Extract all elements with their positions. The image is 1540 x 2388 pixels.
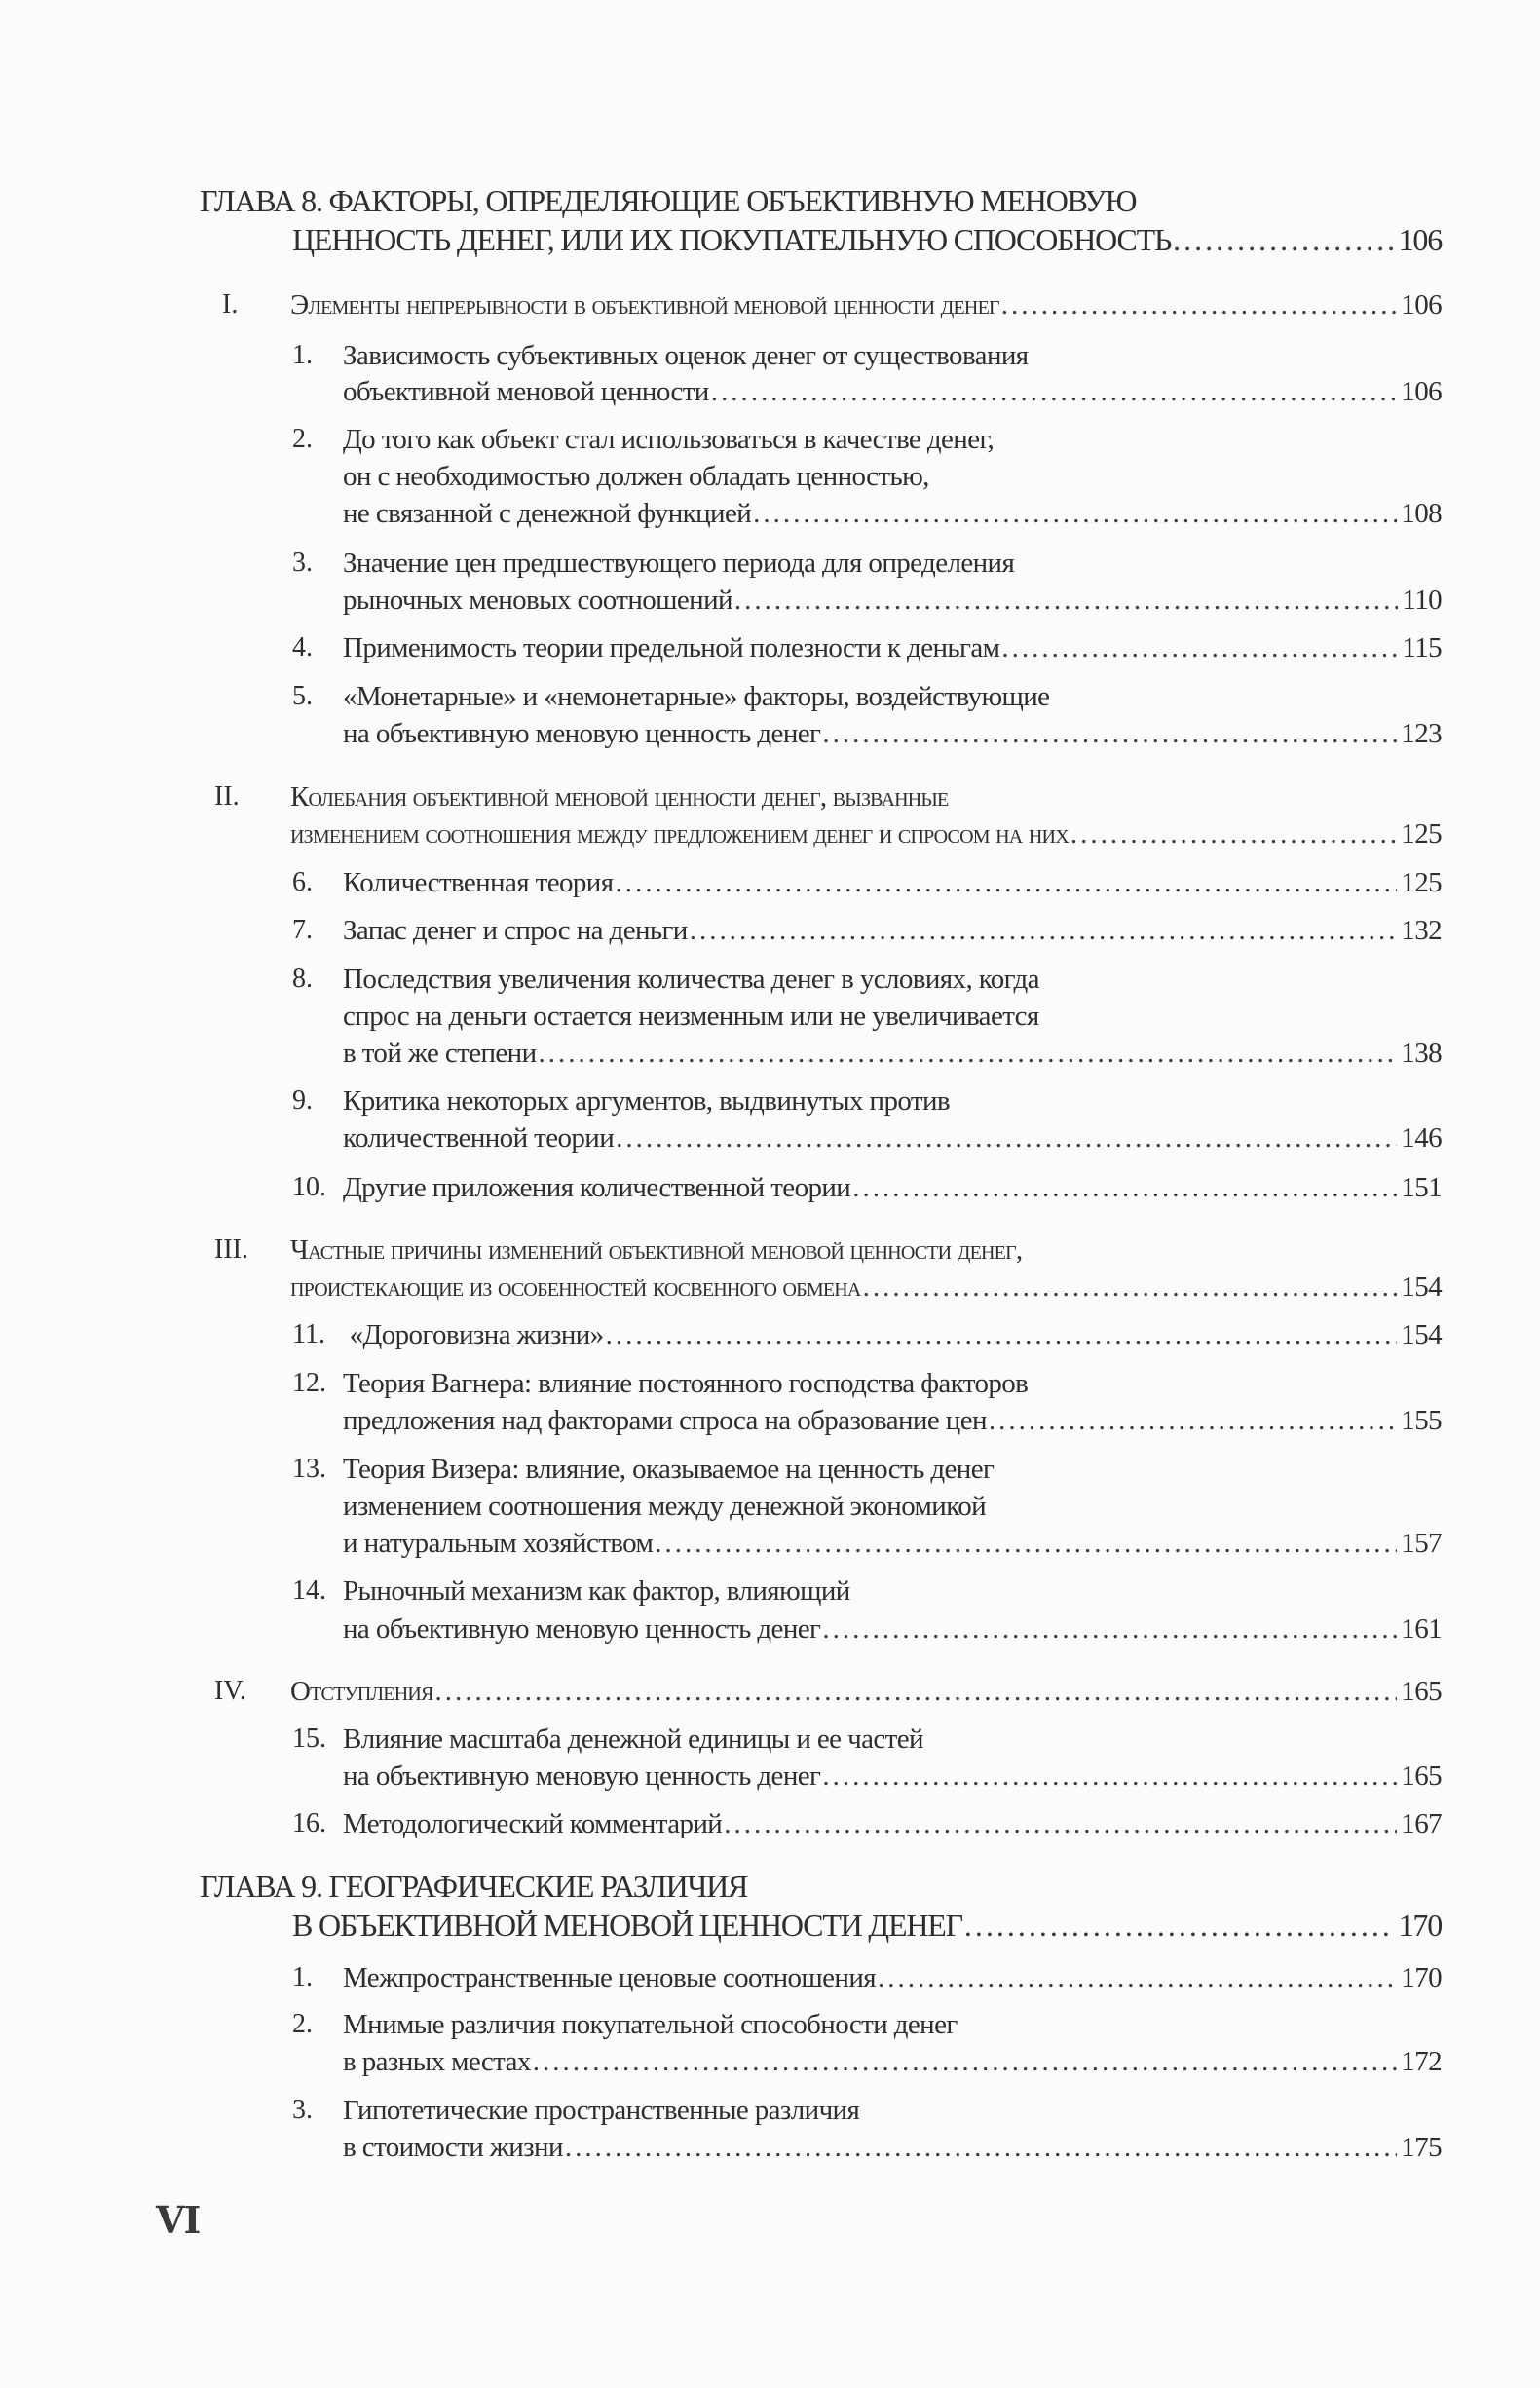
toc-entry-14[interactable] xyxy=(343,1611,1442,1647)
dot-leader xyxy=(435,1674,1398,1709)
entry-text: спрос на деньги остается неизменным или не увеличивается xyxy=(343,1001,1039,1032)
entry-text: Зависимость субъективных оценок денег от существования xyxy=(343,340,1029,371)
page-number: 151 xyxy=(1401,1172,1442,1203)
entry-text: До того как объект стал использоваться в качестве денег, xyxy=(343,424,995,455)
dot-leader xyxy=(734,583,1398,618)
item-number: 3. xyxy=(292,2095,313,2125)
toc-entry-ch9-3[interactable] xyxy=(343,2130,1442,2165)
item-number: 11. xyxy=(292,1319,325,1349)
item-number: 6. xyxy=(292,867,313,897)
entry-text: предложения над факторами спроса на образование цен xyxy=(343,1405,987,1436)
dot-leader xyxy=(822,1759,1397,1794)
item-number: 7. xyxy=(292,915,313,945)
page-number: 108 xyxy=(1401,498,1442,529)
entry-text: Мнимые различия покупательной способности денег xyxy=(343,2009,958,2040)
page-number: 125 xyxy=(1401,867,1442,898)
item-number: 4. xyxy=(292,632,313,663)
page-number: 170 xyxy=(1401,1962,1442,1993)
toc-entry-line xyxy=(343,1573,1442,1609)
entry-text: «Монетарные» и «немонетарные» факторы, воздействующие xyxy=(343,681,1050,712)
toc-entry-line xyxy=(343,422,1442,457)
page-number: 123 xyxy=(1401,718,1442,749)
toc-entry-ch9-1[interactable] xyxy=(343,1960,1442,1995)
dot-leader xyxy=(852,1170,1397,1205)
toc-entry-line xyxy=(343,546,1442,581)
dot-leader xyxy=(822,1611,1397,1647)
entry-text: Критика некоторых аргументов, выдвинутых против xyxy=(343,1085,950,1117)
page-number: 165 xyxy=(1401,1676,1442,1707)
page-number: 157 xyxy=(1401,1528,1442,1559)
toc-entry-9[interactable] xyxy=(343,1120,1442,1156)
item-number: 2. xyxy=(292,2009,313,2039)
dot-leader xyxy=(1173,222,1394,257)
page-number: 161 xyxy=(1401,1613,1442,1645)
dot-leader xyxy=(539,1036,1398,1071)
section-title: Частные причины изменений объективной меновой ценности денег, xyxy=(290,1234,1023,1266)
section-title-line xyxy=(290,1232,1442,1268)
entry-text: в разных местах xyxy=(343,2046,531,2077)
entry-text: Влияние масштаба денежной единицы и ее частей xyxy=(343,1724,923,1755)
item-number: 1. xyxy=(292,1962,313,1992)
section-numeral: I. xyxy=(222,289,239,320)
page-number: 115 xyxy=(1402,632,1442,663)
dot-leader xyxy=(724,1806,1397,1841)
page-number: 170 xyxy=(1398,1908,1442,1943)
entry-text: Рыночный механизм как фактор, влияющий xyxy=(343,1575,850,1607)
page-number: 106 xyxy=(1398,222,1442,257)
page-number: 132 xyxy=(1401,915,1442,946)
chapter-title: ЦЕННОСТЬ ДЕНЕГ, ИЛИ ИХ ПОКУПАТЕЛЬНУЮ СПОСОБНОСТЬ xyxy=(292,222,1172,257)
page-number: 146 xyxy=(1401,1122,1442,1154)
item-number: 5. xyxy=(292,681,313,711)
toc-entry-line xyxy=(343,2007,1442,2042)
entry-text: Теория Вагнера: влияние постоянного господства факторов xyxy=(343,1368,1029,1399)
page-number: 167 xyxy=(1401,1808,1442,1839)
toc-entry-line xyxy=(343,999,1442,1034)
toc-entry-line xyxy=(343,1452,1442,1487)
dot-leader xyxy=(1070,816,1397,852)
entry-text: Межпространственные ценовые соотношения xyxy=(343,1962,876,1993)
entry-text: в стоимости жизни xyxy=(343,2132,563,2163)
dot-leader xyxy=(989,1403,1397,1438)
section-title: проистекающие из особенностей косвенного обмена xyxy=(290,1271,861,1303)
toc-entry-2[interactable] xyxy=(343,496,1442,531)
section-numeral: II. xyxy=(214,781,240,812)
section-numeral: III. xyxy=(214,1234,248,1265)
entry-text: Теория Визера: влияние, оказываемое на ценность денег xyxy=(343,1454,995,1485)
section-II[interactable] xyxy=(290,816,1442,852)
entry-text: количественной теории xyxy=(343,1122,615,1154)
toc-entry-line xyxy=(343,962,1442,997)
toc-entry-15[interactable] xyxy=(343,1759,1442,1794)
toc-entry-line xyxy=(343,459,1442,494)
toc-entry-line xyxy=(343,2093,1442,2128)
toc-entry-5[interactable] xyxy=(343,716,1442,751)
entry-text: и натуральным хозяйством xyxy=(343,1528,654,1559)
toc-entry-13[interactable] xyxy=(343,1526,1442,1561)
dot-leader xyxy=(533,2044,1398,2079)
section-title: Колебания объективной меновой ценности денег, вызванные xyxy=(290,781,949,813)
toc-entry-6[interactable] xyxy=(343,865,1442,900)
chapter-title: В ОБЪЕКТИВНОЙ МЕНОВОЙ ЦЕННОСТИ ДЕНЕГ xyxy=(292,1908,962,1943)
toc-entry-1[interactable] xyxy=(343,374,1442,409)
item-number: 13. xyxy=(292,1454,326,1484)
toc-entry-line xyxy=(343,338,1442,373)
toc-entry-3[interactable] xyxy=(343,583,1442,618)
dot-leader xyxy=(615,865,1397,900)
section-III[interactable] xyxy=(290,1270,1442,1305)
page-number: 154 xyxy=(1401,1319,1442,1350)
section-IV[interactable] xyxy=(290,1674,1442,1709)
toc-entry-line xyxy=(343,1366,1442,1401)
item-number: 8. xyxy=(292,964,313,994)
page-number: 165 xyxy=(1401,1761,1442,1792)
dot-leader xyxy=(878,1960,1397,1995)
chapter-9-heading-line-2[interactable] xyxy=(292,1908,1442,1943)
entry-text: Значение цен предшествующего периода для определения xyxy=(343,548,1015,579)
item-number: 15. xyxy=(292,1724,326,1754)
page-number: 138 xyxy=(1401,1038,1442,1069)
toc-entry-7[interactable] xyxy=(343,913,1442,948)
section-title-line xyxy=(290,779,1442,815)
entry-text: изменением соотношения между денежной экономикой xyxy=(343,1491,987,1522)
toc-entry-8[interactable] xyxy=(343,1036,1442,1071)
entry-text: Последствия увеличения количества денег в условиях, когда xyxy=(343,964,1039,995)
dot-leader xyxy=(753,496,1397,531)
item-number: 12. xyxy=(292,1368,326,1398)
item-number: 14. xyxy=(292,1575,326,1606)
page-number: 106 xyxy=(1401,289,1442,321)
toc-entry-ch9-2[interactable] xyxy=(343,2044,1442,2079)
section-title: Элементы непрерывности в объективной меновой ценности денег xyxy=(290,289,999,321)
dot-leader xyxy=(711,374,1398,409)
dot-leader xyxy=(616,1120,1397,1156)
entry-text: на объективную меновую ценность денег xyxy=(343,1613,821,1645)
item-number: 2. xyxy=(292,424,313,454)
item-number: 10. xyxy=(292,1172,326,1202)
entry-text: Другие приложения количественной теории xyxy=(343,1172,851,1203)
page-number: 172 xyxy=(1401,2046,1442,2077)
page-number: 155 xyxy=(1401,1405,1442,1436)
entry-text: он с необходимостью должен обладать ценностью, xyxy=(343,461,929,492)
entry-text: на объективную меновую ценность денег xyxy=(343,1761,821,1792)
toc-entry-line xyxy=(343,1083,1442,1118)
dot-leader xyxy=(863,1270,1398,1305)
item-number: 3. xyxy=(292,548,313,578)
dot-leader xyxy=(606,1317,1398,1352)
item-number: 9. xyxy=(292,1085,313,1116)
chapter-title: ГЛАВА 8. ФАКТОРЫ, ОПРЕДЕЛЯЮЩИЕ ОБЪЕКТИВНУЮ МЕНОВУЮ xyxy=(200,183,1137,218)
entry-text: «Дороговизна жизни» xyxy=(343,1319,604,1350)
toc-entry-line xyxy=(343,1722,1442,1757)
section-I[interactable] xyxy=(290,287,1442,322)
page-number: 175 xyxy=(1401,2132,1442,2163)
entry-text: объективной меновой ценности xyxy=(343,376,709,407)
page-number: 154 xyxy=(1401,1271,1442,1303)
toc-entry-12[interactable] xyxy=(343,1403,1442,1438)
entry-text: Применимость теории предельной полезности к деньгам xyxy=(343,632,1000,663)
toc-entry-4[interactable] xyxy=(343,630,1442,665)
entry-text: Запас денег и спрос на деньги xyxy=(343,915,688,946)
toc-entry-10[interactable] xyxy=(343,1170,1442,1205)
section-title: изменением соотношения между предложением денег и спросом на них xyxy=(290,818,1069,850)
dot-leader xyxy=(565,2130,1397,2165)
dot-leader xyxy=(964,1908,1395,1943)
page-number: 106 xyxy=(1401,376,1442,407)
toc-entry-16[interactable] xyxy=(343,1806,1442,1841)
dot-leader xyxy=(655,1526,1397,1561)
section-title: Отступления xyxy=(290,1676,433,1707)
entry-text: рыночных меновых соотношений xyxy=(343,585,732,616)
entry-text: Количественная теория xyxy=(343,867,614,898)
item-number: 1. xyxy=(292,340,313,370)
chapter-9-heading-line-1 xyxy=(200,1869,1442,1904)
entry-text: Методологический комментарий xyxy=(343,1808,723,1839)
entry-text: не связанной с денежной функцией xyxy=(343,498,752,529)
entry-text: на объективную меновую ценность денег xyxy=(343,718,821,749)
toc-entry-line xyxy=(343,1489,1442,1524)
chapter-8-heading-line-1 xyxy=(200,183,1442,218)
chapter-title: ГЛАВА 9. ГЕОГРАФИЧЕСКИЕ РАЗЛИЧИЯ xyxy=(200,1869,748,1904)
toc-entry-line xyxy=(343,679,1442,714)
chapter-8-heading-line-2[interactable] xyxy=(292,222,1442,257)
entry-text: Гипотетические пространственные различия xyxy=(343,2095,860,2126)
entry-text: в той же степени xyxy=(343,1038,537,1069)
dot-leader xyxy=(822,716,1397,751)
dot-leader xyxy=(690,913,1398,948)
toc-entry-11[interactable] xyxy=(343,1317,1442,1352)
page-number: 125 xyxy=(1401,818,1442,850)
dot-leader xyxy=(1001,287,1398,322)
item-number: 16. xyxy=(292,1808,326,1838)
page-number: 110 xyxy=(1402,585,1442,616)
section-numeral: IV. xyxy=(214,1676,246,1706)
dot-leader xyxy=(1001,630,1398,665)
page-folio: VI xyxy=(156,2198,201,2242)
